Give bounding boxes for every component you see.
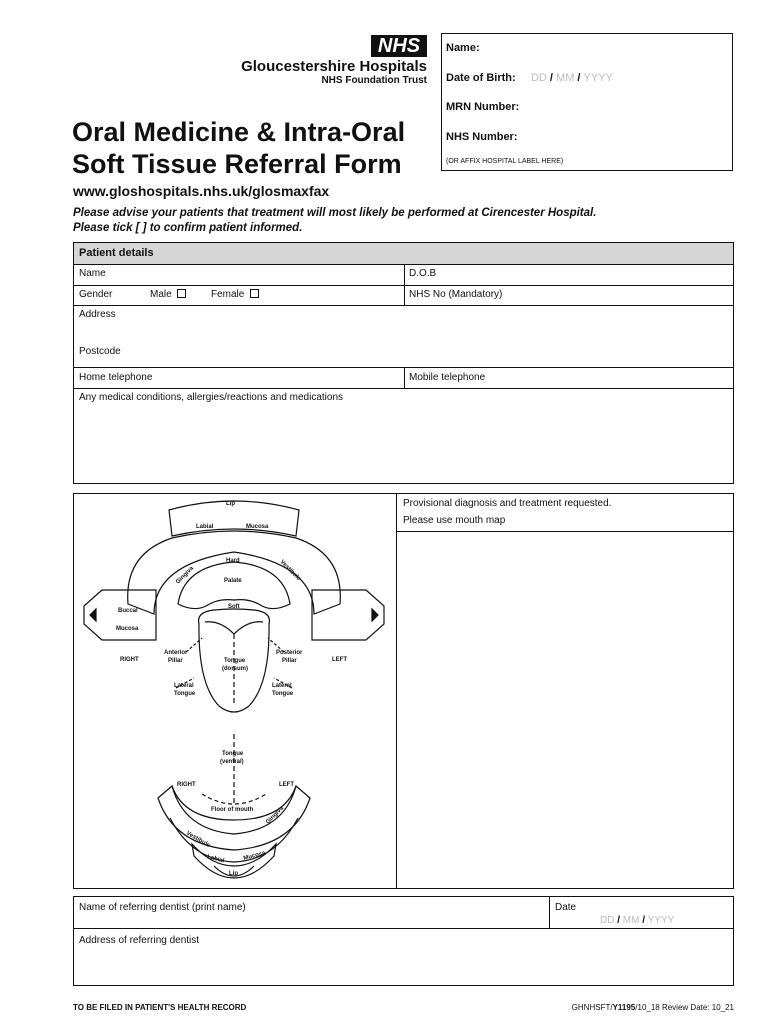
date-yyyy-placeholder: YYYY bbox=[647, 915, 675, 926]
lateral-right-label-1: Lateral bbox=[272, 683, 292, 689]
right-label: RIGHT bbox=[120, 657, 139, 663]
lower-vestibule-label: Vestibule bbox=[185, 830, 211, 849]
form-title-line-2: Soft Tissue Referral Form bbox=[72, 149, 402, 179]
anterior-label: Anterior bbox=[164, 650, 188, 656]
mucosa-label: Mucosa bbox=[246, 524, 269, 530]
gender-male-option[interactable] bbox=[150, 289, 186, 300]
referrer-date-field[interactable]: Date bbox=[555, 902, 577, 913]
divider bbox=[74, 388, 733, 389]
male-checkbox[interactable] bbox=[177, 289, 186, 298]
date-slash-2: / bbox=[642, 915, 646, 926]
female-checkbox[interactable] bbox=[250, 289, 259, 298]
form-title bbox=[72, 116, 405, 180]
divider bbox=[74, 928, 733, 929]
left-lower-label: LEFT bbox=[279, 782, 294, 788]
field-name[interactable]: Name bbox=[79, 268, 106, 279]
dob-slash-1: / bbox=[549, 72, 553, 84]
lip-label: Lip bbox=[226, 501, 235, 507]
lower-labial-label: Labial bbox=[206, 854, 225, 865]
field-mobile-telephone[interactable]: Mobile telephone bbox=[409, 372, 486, 383]
divider bbox=[74, 305, 733, 306]
form-title-line-1: Oral Medicine & Intra-Oral bbox=[72, 117, 406, 147]
vestibule-label: Vestibule bbox=[278, 559, 302, 583]
divider bbox=[404, 264, 405, 305]
field-postcode[interactable]: Postcode bbox=[79, 346, 121, 357]
posterior-label: Posterior bbox=[276, 650, 303, 656]
field-gender: Gender bbox=[79, 289, 113, 300]
lateral-left-label-1: Lateral bbox=[174, 683, 194, 689]
trust-name: Gloucestershire Hospitals bbox=[241, 58, 427, 75]
lower-gingiva-region bbox=[158, 786, 310, 850]
floor-of-mouth-label: Floor of mouth bbox=[211, 807, 254, 813]
soft-label: Soft bbox=[228, 604, 240, 610]
date-mm-placeholder: MM bbox=[622, 915, 640, 926]
field-dob[interactable]: D.O.B bbox=[409, 268, 437, 279]
label-dob-text: Date of Birth: bbox=[446, 72, 516, 84]
upper-arch-region bbox=[128, 531, 341, 614]
left-label: LEFT bbox=[332, 657, 347, 663]
label-mrn[interactable]: MRN Number: bbox=[446, 101, 520, 113]
lower-vestibule-line bbox=[170, 818, 298, 865]
dob-slash-2: / bbox=[577, 72, 581, 84]
divider bbox=[397, 531, 733, 532]
patient-details-table bbox=[73, 242, 734, 484]
nhs-logo: NHS bbox=[371, 35, 427, 57]
mouth-map-instruction: Please use mouth map bbox=[403, 515, 506, 526]
tongue-outline-detail bbox=[205, 622, 263, 634]
referrer-table bbox=[73, 896, 734, 986]
diagnosis-box[interactable] bbox=[396, 493, 734, 889]
buccal-arrow-right bbox=[372, 609, 378, 621]
male-label: Male bbox=[150, 289, 172, 300]
palate-label: Palate bbox=[224, 578, 242, 584]
footer-code-bold: Y1195 bbox=[612, 1003, 636, 1012]
field-nhs-no[interactable]: NHS No (Mandatory) bbox=[409, 289, 503, 300]
dob-dd-placeholder: DD bbox=[530, 72, 547, 84]
advice-line-1: Please advise your patients that treatment will most likely be performed at Cirencester Hospital. bbox=[73, 207, 597, 219]
date-dd-placeholder: DD bbox=[600, 915, 615, 926]
website-link[interactable]: www.gloshospitals.nhs.uk/glosmaxfax bbox=[73, 183, 330, 199]
buccal-label: Buccal bbox=[118, 608, 138, 614]
buccal-mucosa-label: Mucosa bbox=[116, 626, 139, 632]
tongue-dorsum-label-1: Tongue bbox=[224, 658, 246, 664]
footer-code-suffix: /10_18 Review Date: 10_21 bbox=[635, 1003, 734, 1012]
anterior-pillar-label: Pillar bbox=[168, 658, 183, 664]
female-label: Female bbox=[211, 289, 245, 300]
right-lower-label: RIGHT bbox=[177, 782, 196, 788]
lower-mucosa-label: Mucosa bbox=[242, 850, 267, 862]
footer-form-code bbox=[572, 1003, 734, 1012]
dob-yyyy-placeholder: YYYY bbox=[583, 72, 613, 84]
field-address[interactable]: Address bbox=[79, 309, 116, 320]
mouth-map-panel bbox=[73, 493, 397, 889]
lower-lip-label: Lip bbox=[229, 871, 238, 877]
lateral-left-label-2: Tongue bbox=[174, 691, 196, 697]
lower-gingiva-label: Gingiva bbox=[265, 805, 285, 826]
field-home-telephone[interactable]: Home telephone bbox=[79, 372, 153, 383]
posterior-pillar-label: Pillar bbox=[282, 658, 297, 664]
buccal-arrow-left bbox=[90, 609, 96, 621]
tongue-ventral-label-2: (ventral) bbox=[220, 759, 244, 765]
referrer-date-placeholder bbox=[600, 915, 674, 926]
tongue-ventral-label-1: Tongue bbox=[222, 751, 244, 757]
field-medical-conditions[interactable]: Any medical conditions, allergies/reactions and medications bbox=[79, 392, 344, 403]
referrer-address-field[interactable]: Address of referring dentist bbox=[79, 935, 200, 946]
hard-label: Hard bbox=[226, 558, 240, 564]
label-name[interactable]: Name: bbox=[446, 42, 480, 54]
patient-label-box bbox=[441, 33, 733, 171]
trust-subtitle: NHS Foundation Trust bbox=[321, 75, 427, 86]
divider bbox=[549, 897, 550, 928]
labial-label: Labial bbox=[196, 524, 214, 530]
patient-details-heading: Patient details bbox=[74, 243, 733, 265]
mouth-map-diagram[interactable] bbox=[74, 494, 396, 888]
tongue-dorsum-label-2: (dorsum) bbox=[222, 666, 248, 672]
label-affix-note: (OR AFFIX HOSPITAL LABEL HERE) bbox=[446, 158, 564, 165]
advice-line-2: Please tick [ ] to confirm patient informed. bbox=[73, 222, 303, 234]
palate-region bbox=[178, 562, 290, 609]
gingiva-label: Gingiva bbox=[175, 565, 195, 586]
dob-mm-placeholder: MM bbox=[556, 72, 575, 84]
date-slash-1: / bbox=[617, 915, 621, 926]
diagnosis-label: Provisional diagnosis and treatment requested. bbox=[403, 498, 612, 509]
label-dob[interactable] bbox=[446, 72, 613, 84]
advice-text bbox=[73, 206, 596, 236]
gender-female-option[interactable] bbox=[211, 289, 259, 300]
footer-filing-note: TO BE FILED IN PATIENT'S HEALTH RECORD bbox=[73, 1003, 247, 1012]
footer-code-prefix: GHNHSFT/ bbox=[571, 1003, 613, 1012]
label-nhs-number[interactable]: NHS Number: bbox=[446, 131, 518, 143]
divider bbox=[404, 367, 405, 388]
referrer-name-field[interactable]: Name of referring dentist (print name) bbox=[79, 902, 246, 913]
lateral-right-label-2: Tongue bbox=[272, 691, 294, 697]
